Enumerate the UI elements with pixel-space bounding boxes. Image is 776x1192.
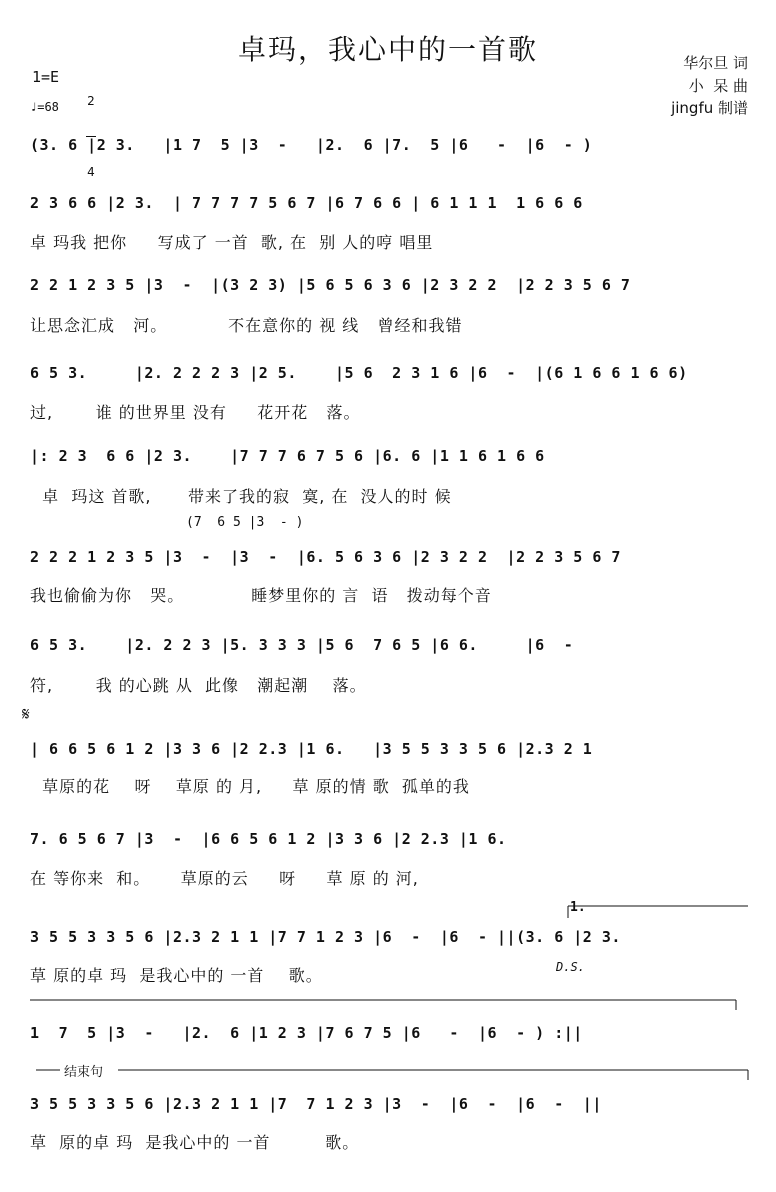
system-9-notes: 7. 6 5 6 7 |3 - |6 6 5 6 1 2 |3 3 6 |2 2.3 |1 6. bbox=[30, 830, 507, 848]
system-1-notes: (3. 6 |2 3. |1 7 5 |3 - |2. 6 |7. 5 |6 - |6 - ) bbox=[30, 136, 593, 154]
system-12-notes: 3 5 5 3 3 5 6 |2.3 2 1 1 |7 7 1 2 3 |3 - |6 - |6 - || bbox=[30, 1095, 602, 1113]
system-9-lyrics: 在 等你来 和。 草原的云 呀 草 原 的 河, bbox=[30, 869, 419, 888]
system-2-lyrics: 卓 玛我 把你 写成了 一首 歌, 在 别 人的哼 唱里 bbox=[30, 233, 434, 252]
system-12-lyrics: 草 原的卓 玛 是我心中的 一首 歌。 bbox=[30, 1133, 360, 1152]
meter-top: 2 bbox=[87, 94, 95, 108]
system-2-notes: 2 3 6 6 |2 3. | 7 7 7 7 5 6 7 |6 7 6 6 | 6 1 1 1 1 6 6 6 bbox=[30, 194, 583, 212]
lyricist-credit: 华尔旦 词 bbox=[683, 54, 748, 72]
arranger-credit: jingfu 制谱 bbox=[671, 99, 748, 117]
system-3-notes: 2 2 1 2 3 5 |3 - |(3 2 3) |5 6 5 6 3 6 |2 3 2 2 |2 2 3 5 6 7 bbox=[30, 276, 631, 294]
system-6-lyrics: 我也偷偷为你 哭。 睡梦里你的 言 语 拨动每个音 bbox=[30, 586, 492, 605]
system-6-notes: 2 2 2 1 2 3 5 |3 - |3 - |6. 5 6 3 6 |2 3 2 2 |2 2 3 5 6 7 bbox=[30, 548, 621, 566]
interlude-notes: (7 6 5 |3 - ) bbox=[186, 515, 304, 530]
system-10-lyrics: 草 原的卓 玛 是我心中的 一首 歌。 bbox=[30, 966, 323, 985]
system-8-lyrics: 草原的花 呀 草原 的 月, 草 原的情 歌 孤单的我 bbox=[30, 777, 470, 796]
song-title: 卓玛，我心中的一首歌 bbox=[237, 33, 538, 66]
system-4-lyrics: 过, 谁 的世界里 没有 花开花 落。 bbox=[30, 403, 361, 422]
meter-bottom: 4 bbox=[87, 165, 95, 179]
system-10-notes: 3 5 5 3 3 5 6 |2.3 2 1 1 |7 7 1 2 3 |6 - |6 - ||(3. 6 |2 3. bbox=[30, 928, 621, 946]
system-8-notes: | 6 6 5 6 1 2 |3 3 6 |2 2.3 |1 6. |3 5 5 3 3 5 6 |2.3 2 1 bbox=[30, 740, 593, 758]
coda-label: 结束句 bbox=[64, 1065, 104, 1080]
volta-1-label: 1. bbox=[570, 900, 586, 915]
system-3-lyrics: 让思念汇成 河。 不在意你的 视 线 曾经和我错 bbox=[30, 316, 463, 335]
ds-mark: D.S. bbox=[556, 960, 585, 974]
system-7-notes: 6 5 3. |2. 2 2 3 |5. 3 3 3 |5 6 7 6 5 |6 6. |6 - bbox=[30, 636, 574, 654]
system-5-lyrics: 卓 玛这 首歌, 带来了我的寂 寞, 在 没人的时 候 bbox=[30, 487, 452, 506]
system-7-lyrics: 符, 我 的心跳 从 此像 潮起潮 落。 bbox=[30, 676, 367, 695]
segno-sign: 𝄋 bbox=[22, 704, 30, 725]
system-4-notes: 6 5 3. |2. 2 2 2 3 |2 5. |5 6 2 3 1 6 |6 - |(6 1 6 6 1 6 6) bbox=[30, 364, 688, 382]
system-11-notes: 1 7 5 |3 - |2. 6 |1 2 3 |7 6 7 5 |6 - |6 - ) :|| bbox=[30, 1024, 583, 1042]
key-signature: 1=E bbox=[32, 68, 60, 86]
tempo-mark: ♩=68 bbox=[30, 100, 59, 114]
system-5-notes: |: 2 3 6 6 |2 3. |7 7 7 6 7 5 6 |6. 6 |1 1 6 1 6 6 bbox=[30, 447, 545, 465]
composer-credit: 小 呆 曲 bbox=[688, 77, 748, 95]
